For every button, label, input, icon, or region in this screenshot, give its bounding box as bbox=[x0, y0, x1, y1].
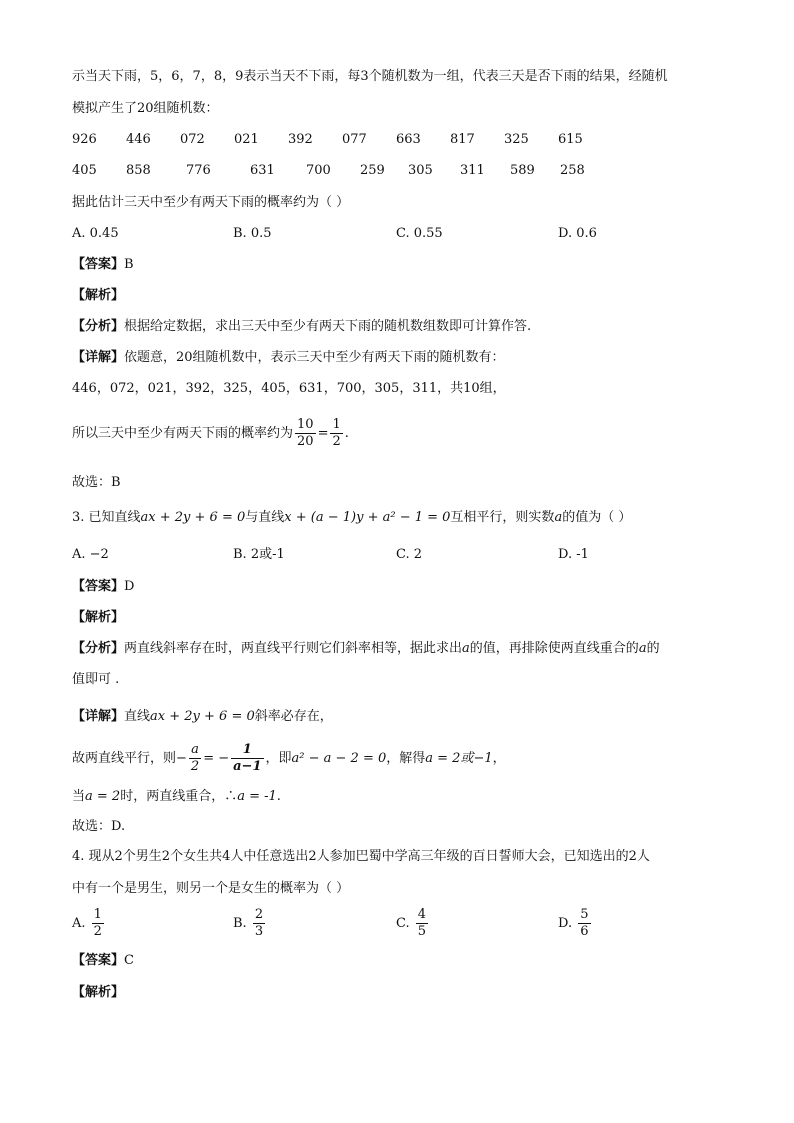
denominator: 2 bbox=[332, 434, 341, 449]
random-number: 589 bbox=[510, 163, 535, 178]
q-end: 的值为（ ） bbox=[562, 510, 632, 525]
p2-option-b: B. 0.5 bbox=[233, 226, 272, 241]
a-equals-2: a = 2 bbox=[85, 789, 121, 804]
fraction-1-2 bbox=[330, 417, 342, 450]
fraction-1-2 bbox=[92, 907, 104, 940]
analysis-text: 两直线斜率存在时，两直线平行则它们斜率相等，据此求出 bbox=[124, 641, 463, 656]
random-number: 021 bbox=[234, 132, 259, 147]
p3-option-a: A. −2 bbox=[72, 547, 109, 562]
period: . bbox=[344, 426, 349, 441]
p2-intro-line1: 示当天下雨，5，6，7，8，9表示当天不下雨，每3个随机数为一组，代表三天是否下雨的结果，经随机 bbox=[72, 69, 668, 84]
random-number: 700 bbox=[306, 163, 331, 178]
p2-random-row2 bbox=[72, 162, 734, 180]
denominator: 2 bbox=[93, 924, 102, 939]
step-text: ，即 bbox=[265, 751, 292, 766]
option-letter: A. bbox=[72, 916, 86, 931]
answer-tag: 【答案】 bbox=[72, 579, 125, 594]
p4-jiexi: 【解析】 bbox=[72, 985, 125, 1000]
var-a: a bbox=[554, 510, 563, 525]
p2-detail bbox=[72, 349, 734, 367]
p3-jiexi: 【解析】 bbox=[72, 610, 125, 625]
p2-option-d: D. 0.6 bbox=[558, 226, 597, 241]
line2-equation: x + (a − 1)y + a² − 1 = 0 bbox=[284, 510, 451, 525]
random-number: 392 bbox=[288, 132, 313, 147]
p2-answer bbox=[72, 256, 734, 274]
p2-analysis bbox=[72, 318, 734, 336]
random-number: 858 bbox=[126, 163, 151, 178]
numerator: 5 bbox=[580, 907, 589, 922]
p2-probability bbox=[72, 416, 734, 452]
option-letter: B. bbox=[233, 916, 247, 931]
analysis-text: 的 bbox=[646, 641, 660, 656]
detail-tag: 【详解】 bbox=[72, 350, 125, 365]
numerator: 1 bbox=[332, 417, 341, 432]
answer-tag: 【答案】 bbox=[72, 257, 125, 272]
result: a = -1 bbox=[237, 789, 277, 804]
random-number: 077 bbox=[342, 132, 367, 147]
answer-tag: 【答案】 bbox=[72, 953, 125, 968]
step-text: 时，两直线重合，∴ bbox=[120, 789, 238, 804]
p3-answer bbox=[72, 578, 734, 596]
analysis-tag: 【分析】 bbox=[72, 641, 125, 656]
p3-analysis-cont: 值即可 . bbox=[72, 672, 120, 687]
detail-text: 斜率必存在， bbox=[254, 709, 333, 724]
p4-question-line1: 4. 现从2个男生2个女生共4人中任意选出2人参加巴蜀中学高三年级的百日誓师大会，已知选出的2人 bbox=[72, 849, 650, 864]
fraction-1-over-a-minus-1 bbox=[231, 742, 263, 775]
detail-tag: 【详解】 bbox=[72, 709, 125, 724]
random-number: 405 bbox=[72, 163, 97, 178]
q-mid: 与直线 bbox=[245, 510, 285, 525]
p4-option-b bbox=[233, 906, 267, 942]
minus-sign: − bbox=[176, 751, 187, 766]
p4-question-line2: 中有一个是男生，则另一个是女生的概率为（ ） bbox=[72, 881, 350, 896]
random-number: 817 bbox=[450, 132, 475, 147]
p4-option-c bbox=[396, 906, 430, 942]
numerator: 1 bbox=[231, 742, 263, 759]
equals: = bbox=[317, 426, 329, 441]
fraction-2-3 bbox=[253, 907, 265, 940]
p3-choose: 故选：D. bbox=[72, 819, 126, 834]
var-a: a bbox=[638, 641, 647, 656]
random-number: 446 bbox=[126, 132, 151, 147]
step-text: ，解得 bbox=[386, 751, 426, 766]
p2-random-row1 bbox=[72, 131, 734, 149]
period: . bbox=[276, 789, 281, 804]
fraction-4-5 bbox=[416, 907, 428, 940]
random-number: 305 bbox=[408, 163, 433, 178]
solution: a = 2或−1 bbox=[425, 751, 493, 766]
line1-equation: ax + 2y + 6 = 0 bbox=[140, 510, 246, 525]
denominator: a−1 bbox=[233, 759, 262, 774]
line-equation: ax + 2y + 6 = 0 bbox=[150, 709, 255, 724]
fraction-5-6 bbox=[578, 907, 590, 940]
p2-question: 据此估计三天中至少有两天下雨的概率约为（ ） bbox=[72, 195, 350, 210]
p2-jiexi: 【解析】 bbox=[72, 288, 125, 303]
p3-option-b: B. 2或-1 bbox=[233, 547, 285, 562]
numerator: 4 bbox=[417, 907, 427, 922]
p2-option-c: C. 0.55 bbox=[396, 226, 443, 241]
denominator: 20 bbox=[297, 434, 314, 449]
p4-option-d bbox=[558, 906, 593, 942]
step-text: 当 bbox=[72, 789, 86, 804]
prob-text: 所以三天中至少有两天下雨的概率约为 bbox=[72, 426, 294, 441]
random-number: 776 bbox=[186, 163, 211, 178]
p3-question bbox=[72, 509, 734, 527]
denominator: 5 bbox=[417, 924, 427, 939]
p2-choose: 故选：B bbox=[72, 475, 121, 490]
step-text: 故两直线平行，则 bbox=[72, 751, 177, 766]
detail-text: 依题意，20组随机数中，表示三天中至少有两天下雨的随机数有： bbox=[124, 350, 505, 365]
var-a: a bbox=[462, 641, 470, 656]
q-prefix: 3. 已知直线 bbox=[72, 510, 141, 525]
numerator: 1 bbox=[93, 907, 102, 922]
denominator: 6 bbox=[580, 924, 589, 939]
option-letter: D. bbox=[558, 916, 573, 931]
random-number: 072 bbox=[180, 132, 205, 147]
random-number: 631 bbox=[250, 163, 275, 178]
random-number: 311 bbox=[460, 163, 485, 178]
denominator: 2 bbox=[190, 759, 200, 774]
fraction-a-over-2 bbox=[189, 742, 201, 775]
step-text: ， bbox=[492, 751, 506, 766]
numerator: 2 bbox=[254, 907, 264, 922]
random-number: 926 bbox=[72, 132, 97, 147]
random-number: 615 bbox=[558, 132, 583, 147]
p4-option-a bbox=[72, 906, 106, 942]
p2-list: 446，072，021，392，325，405，631，700，305，311，共10组， bbox=[72, 381, 506, 396]
p3-option-c: C. 2 bbox=[396, 547, 423, 562]
p4-answer bbox=[72, 952, 734, 970]
p3-analysis bbox=[72, 640, 734, 658]
answer-value: D bbox=[124, 579, 135, 594]
random-number: 325 bbox=[504, 132, 529, 147]
quadratic-equation: a² − a − 2 = 0 bbox=[291, 751, 387, 766]
random-number: 259 bbox=[360, 163, 385, 178]
answer-value: B bbox=[124, 257, 134, 272]
fraction-10-20 bbox=[295, 417, 316, 450]
p3-option-d: D. -1 bbox=[558, 547, 589, 562]
p2-option-a: A. 0.45 bbox=[72, 226, 119, 241]
random-number: 258 bbox=[560, 163, 585, 178]
equals-minus: = − bbox=[203, 751, 230, 766]
random-number: 663 bbox=[396, 132, 421, 147]
p3-parallel-step bbox=[72, 740, 734, 778]
p2-intro-line2: 模拟产生了20组随机数： bbox=[72, 101, 219, 116]
analysis-tag: 【分析】 bbox=[72, 319, 125, 334]
numerator: a bbox=[189, 742, 201, 759]
p3-coincide bbox=[72, 788, 734, 806]
denominator: 3 bbox=[254, 924, 264, 939]
p3-detail bbox=[72, 708, 734, 726]
analysis-text: 的值，再排除使两直线重合的 bbox=[469, 641, 639, 656]
numerator: 10 bbox=[297, 417, 314, 432]
option-letter: C. bbox=[396, 916, 410, 931]
detail-text: 直线 bbox=[124, 709, 151, 724]
q-mid2: 互相平行，则实数 bbox=[450, 510, 555, 525]
answer-value: C bbox=[124, 953, 134, 968]
analysis-text: 根据给定数据，求出三天中至少有两天下雨的随机数组数即可计算作答. bbox=[124, 319, 532, 334]
